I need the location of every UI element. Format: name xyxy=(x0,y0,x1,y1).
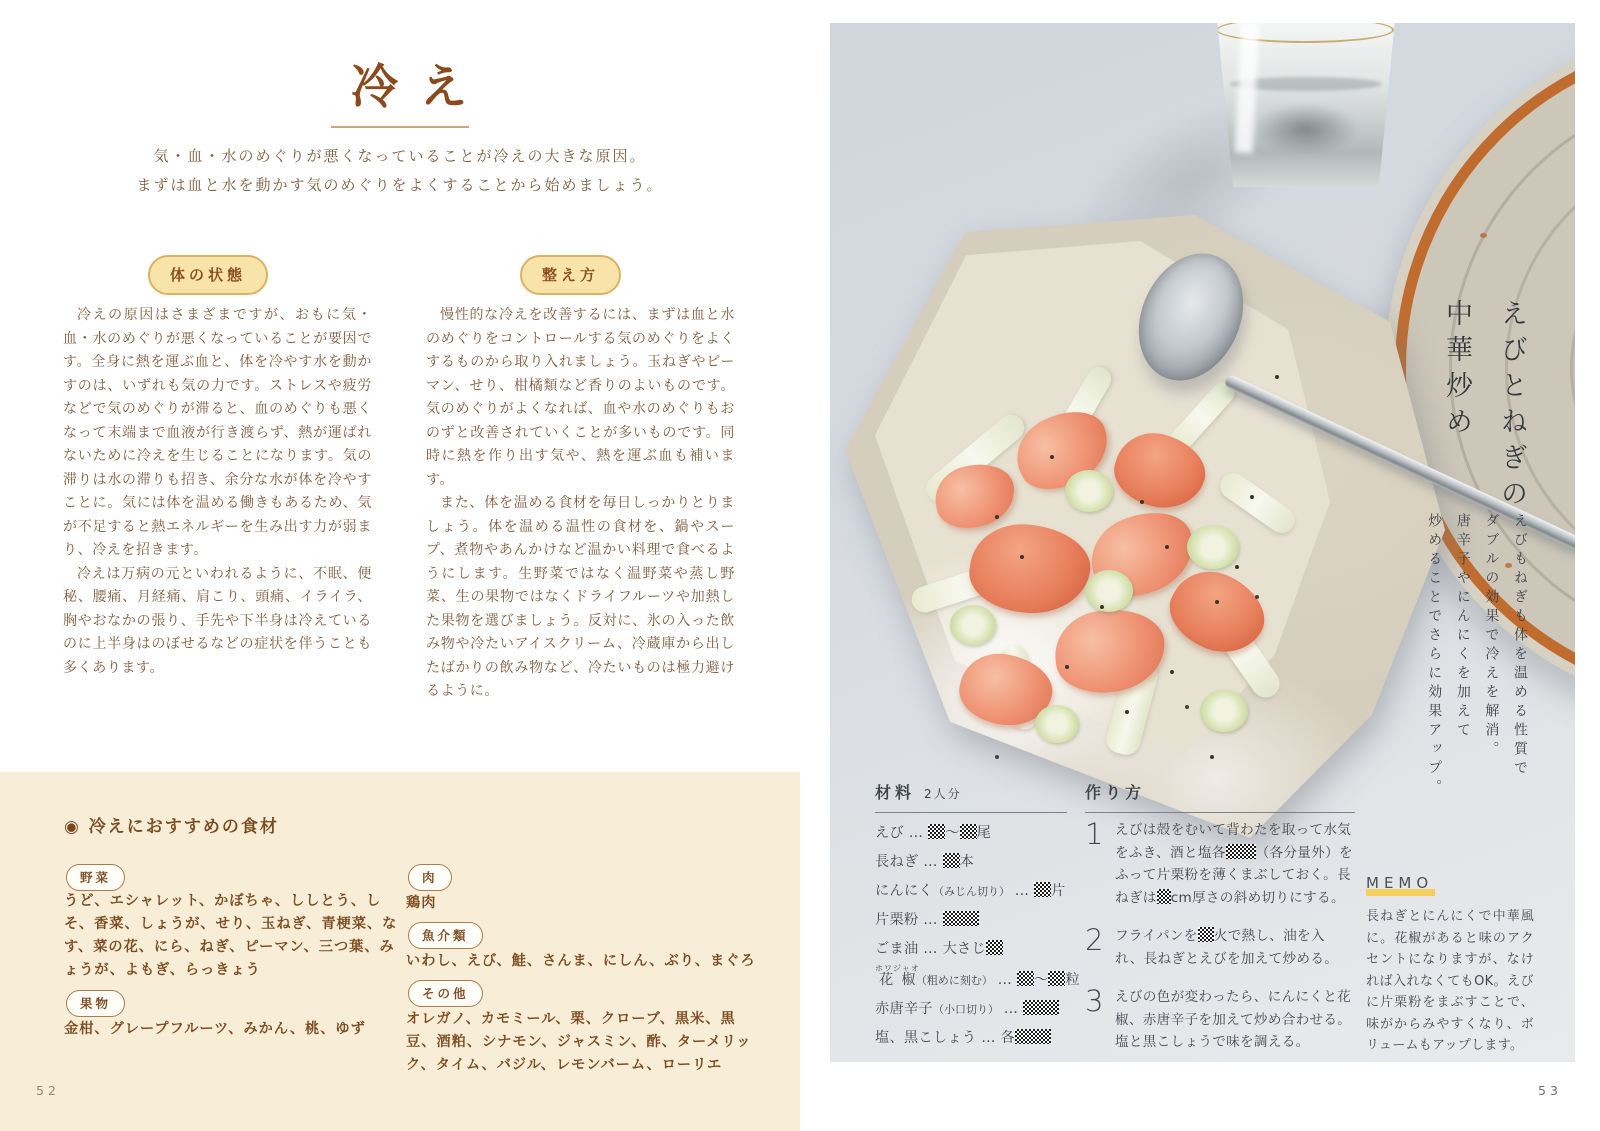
redacted-amount xyxy=(1017,971,1034,986)
redacted-amount xyxy=(943,911,979,926)
scallion-ring xyxy=(1200,690,1248,732)
ingredient-row: 片栗粉 … xyxy=(875,906,1067,935)
scallion-piece xyxy=(1215,468,1300,538)
ingredient-note: （粗めに刻む） xyxy=(915,974,993,987)
direction-step xyxy=(1085,819,1355,909)
lead-line: 気・血・水のめぐりが悪くなっていることが冷えの大きな原因。 xyxy=(153,147,647,165)
food-group-label-others: その他 xyxy=(408,980,483,1007)
step-text: フライパンを 火で熱し、油を入れ、長ねぎとえびを加えて炒める。 xyxy=(1115,928,1339,967)
servings-label: 2人分 xyxy=(924,787,962,801)
memo-section xyxy=(1366,873,1534,1057)
ingredient-row: 花椒ホワジャオ（粗めに刻む） … 〜 粒 xyxy=(875,964,1080,988)
heading-rule xyxy=(1085,812,1355,813)
recipe-description-vertical xyxy=(1424,513,1529,828)
ingredient-row: にんにく（みじん切り） … 片 xyxy=(875,883,1066,899)
recipe-description-line: ダブルの効果で冷えを解消。 xyxy=(1483,513,1500,760)
recipe-title-vertical xyxy=(1437,299,1531,534)
ingredients-heading: 材料 xyxy=(875,783,916,802)
shrimp-piece xyxy=(966,519,1095,619)
pepper-specks xyxy=(1050,455,1054,459)
paragraph: 冷えの原因はさまざまですが、おもに気・血・水のめぐりが悪くなっていることが要因です。全身に熱を運ぶ血と、体を冷やす水を動かすのは、いずれも気の力です。ストレスや疲労などで気のめぐりが滞ると、血のめぐりも悪くなって末端まで血液が行き渡らず、熱が運ばれないために冷えを生じることになります。気の滞りは水の滞りも招き、余分な水が体を冷やすことに。気には体を温める働きもあるため、気が不足すると熱エネルギーを生み出す力が弱まり、冷えを招きます。 xyxy=(63,307,372,558)
paragraph: 慢性的な冷えを改善するには、まずは血と水のめぐりをコントロールする気のめぐりをよくするものから取り入れましょう。玉ねぎやピーマン、せり、柑橘類など香りのよいものです。気のめぐりがよくなれば、血や水のめぐりもおのずと改善されていくことが多いものです。同時に熱を作り出す気や、熱を運ぶ血も補います。 xyxy=(426,307,735,488)
ingredient-row: 塩、黒こしょう … 各 xyxy=(875,1024,1067,1053)
step-text: えびの色が変わったら、にんにくと花椒、赤唐辛子を加えて炒め合わせる。塩と黒こしょうで味を調える。 xyxy=(1115,989,1352,1050)
memo-heading: MEMO xyxy=(1366,874,1435,896)
scallion-ring xyxy=(950,605,996,645)
page-number-left: 52 xyxy=(36,1083,60,1098)
memo-text: 長ねぎとにんにくで中華風に。花椒があると味のアクセントになりますが、なければ入れなくてもOK。えびに片栗粉をまぶすことで、味がからみやすくなり、ボリュームもアップします。 xyxy=(1366,909,1534,1053)
direction-step xyxy=(1085,986,1355,1054)
recipe-description-line: 唐辛子やにんにくを加えて xyxy=(1454,513,1471,741)
redacted-amount xyxy=(928,824,945,839)
redacted-amount xyxy=(1023,1000,1059,1015)
lead-paragraph xyxy=(0,142,800,200)
food-group-items-seafood: いわし、えび、鮭、さんま、にしん、ぶり、まぐろ xyxy=(406,953,756,969)
scallion-ring xyxy=(1187,525,1239,569)
foods-heading xyxy=(64,812,279,837)
directions-heading: 作り方 xyxy=(1085,783,1146,802)
fisheye-bullet-icon: ◉ xyxy=(64,817,81,837)
paragraph: 冷えは万病の元といわれるように、不眠、便秘、腰痛、月経痛、肩こり、頭痛、イライラ、胸やおなかの張り、手先や下半身は冷えているのに上半身はのぼせるなどの症状を伴うことも多くあります。 xyxy=(63,565,372,676)
ingredients-section xyxy=(875,780,1080,1053)
recipe-title-line: えびとねぎの xyxy=(1496,299,1527,515)
redacted-amount xyxy=(960,824,977,839)
column-body-state xyxy=(63,304,372,680)
direction-step xyxy=(1085,925,1355,970)
recipe-description-line: 炒めることでさらに効果アップ。 xyxy=(1426,513,1443,798)
scallion-ring xyxy=(1035,705,1079,743)
step-number: 2 xyxy=(1085,923,1104,957)
redacted-amount xyxy=(1048,971,1065,986)
title-underline xyxy=(331,126,469,128)
water-glass xyxy=(1202,23,1410,187)
food-group-label-meat: 肉 xyxy=(408,864,452,891)
food-group-items-fruits: 金柑、グレープフルーツ、みかん、桃、ゆず xyxy=(64,1021,366,1037)
directions-section xyxy=(1085,780,1355,1062)
ingredient-row: えび … 〜 尾 xyxy=(875,825,992,841)
shrimp-scallion-stirfry xyxy=(915,405,1305,735)
redacted-amount xyxy=(943,853,960,868)
step-number: 1 xyxy=(1085,817,1104,851)
page-title: 冷え xyxy=(351,60,489,115)
food-group-label-vegetables: 野菜 xyxy=(66,864,125,891)
recipe-title-line: 中華炒め xyxy=(1441,299,1472,443)
redacted-amount xyxy=(986,940,1003,955)
step-number: 3 xyxy=(1085,984,1104,1018)
step-text: えびは殻をむいて背わたを取って水気をふき、酒と塩各 （各分量外）をふって片栗粉を薄くまぶしておく。長ねぎは cm厚さの斜め切りにする。 xyxy=(1115,822,1353,906)
recipe-description-line: えびもねぎも体を温める性質で xyxy=(1512,513,1528,779)
redacted-amount xyxy=(1015,1029,1051,1044)
redacted-amount xyxy=(1034,882,1051,897)
food-group-items-meat: 鶏肉 xyxy=(406,895,437,911)
ingredient-row: 赤唐辛子（小口切り） … xyxy=(875,995,1067,1024)
recommended-foods-panel xyxy=(0,772,800,1131)
ruby-annotated-word: 花椒ホワジャオ xyxy=(875,964,920,988)
scallion-ring xyxy=(1085,570,1133,612)
redacted-amount xyxy=(1198,927,1214,942)
food-group-items-others: オレガノ、カモミール、栗、クローブ、黒米、黒豆、酒粕、シナモン、ジャスミン、酢、ターメリック、タイム、バジル、レモンバーム、ローリエ xyxy=(406,1011,752,1073)
lead-line: まずは血と水を動かす気のめぐりをよくすることから始めましょう。 xyxy=(136,176,664,194)
redacted-amount xyxy=(1226,844,1256,859)
food-group-items-vegetables: うど、エシャレット、かぼちゃ、ししとう、しそ、香菜、しょうが、せり、玉ねぎ、青梗菜、なす、菜の花、にら、ねぎ、ピーマン、三つ葉、みょうが、よもぎ、らっきょう xyxy=(64,893,398,978)
ingredient-note: （みじん切り） xyxy=(932,885,1010,898)
scallion-ring xyxy=(1065,470,1113,512)
ingredient-row: ごま油 … 大さじ xyxy=(875,935,1067,964)
section-label-body-state: 体の状態 xyxy=(148,255,268,295)
redacted-amount xyxy=(1157,889,1171,904)
ingredient-note: （小口切り） xyxy=(932,1003,999,1016)
foods-heading-text: 冷えにおすすめの食材 xyxy=(88,817,279,837)
pepper-specks xyxy=(1275,375,1279,379)
page-number-right: 53 xyxy=(1538,1083,1562,1098)
section-label-adjustment: 整え方 xyxy=(520,255,621,295)
column-adjustment xyxy=(426,304,735,704)
heading-rule xyxy=(875,812,1067,813)
paragraph: また、体を温める食材を毎日しっかりとりましょう。体を温める温性の食材を、鍋やスープ、煮物やあんかけなど温かい料理で食べるようにします。生野菜ではなく温野菜や蒸し野菜、生の果物ではなくドライフルーツや加熱した果物を選びましょう。反対に、氷の入った飲み物や冷たいアイスクリーム、冷蔵庫から出したばかりの飲み物など、冷たいものは極力避けるように。 xyxy=(426,495,735,699)
glass-reflection xyxy=(1254,103,1358,155)
ingredient-row: 長ねぎ … 本 xyxy=(875,854,975,870)
glaze-speck xyxy=(1480,233,1487,238)
food-group-label-seafood: 魚介類 xyxy=(408,922,483,949)
recipe-photo xyxy=(830,23,1575,1062)
food-group-label-fruits: 果物 xyxy=(66,990,125,1017)
